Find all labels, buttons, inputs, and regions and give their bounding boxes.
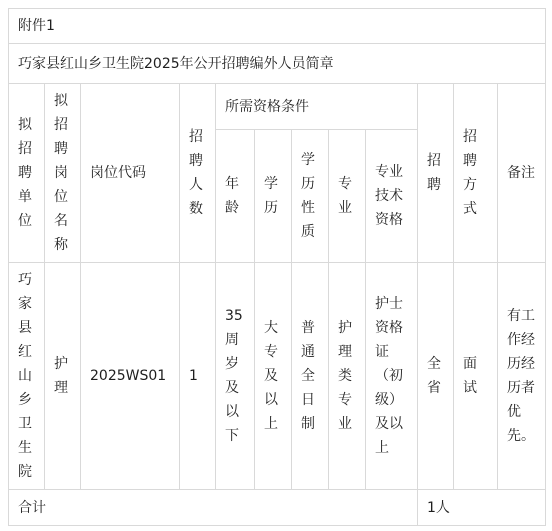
- total-value: 1人: [418, 490, 546, 526]
- attachment-label: 附件1: [9, 9, 546, 44]
- header-education: 学历: [255, 130, 292, 263]
- header-conditions: 所需资格条件: [216, 84, 418, 130]
- cell-tech-qual: 护士资格证（初级）及以上: [366, 263, 418, 490]
- cell-edu-type: 普通全日制: [292, 263, 329, 490]
- cell-count: 1: [180, 263, 216, 490]
- header-tech-qual: 专业技术资格: [366, 130, 418, 263]
- cell-major: 护理类专业: [329, 263, 366, 490]
- cell-remark: 有工作经历经历者优先。: [498, 263, 546, 490]
- recruitment-table: [8, 8, 546, 526]
- cell-age: 35周岁及以下: [216, 263, 255, 490]
- total-label: 合计: [9, 490, 418, 526]
- header-post-code: 岗位代码: [81, 84, 180, 263]
- cell-unit: 巧家县红山乡卫生院: [9, 263, 45, 490]
- cell-education: 大专及以上: [255, 263, 292, 490]
- header-major: 专业: [329, 130, 366, 263]
- header-count: 招聘人数: [180, 84, 216, 263]
- header-post-name: 拟招聘岗位名称: [45, 84, 81, 263]
- header-edu-type: 学历性质: [292, 130, 329, 263]
- cell-scope: 全省: [418, 263, 454, 490]
- header-unit: 拟招聘单位: [9, 84, 45, 263]
- cell-post-code: 2025WS01: [81, 263, 180, 490]
- cell-method: 面试: [454, 263, 498, 490]
- header-age: 年龄: [216, 130, 255, 263]
- document-title: 巧家县红山乡卫生院2025年公开招聘编外人员简章: [9, 44, 546, 84]
- header-scope: 招聘: [418, 84, 454, 263]
- header-remark: 备注: [498, 84, 546, 263]
- cell-post-name: 护理: [45, 263, 81, 490]
- header-method: 招聘方式: [454, 84, 498, 263]
